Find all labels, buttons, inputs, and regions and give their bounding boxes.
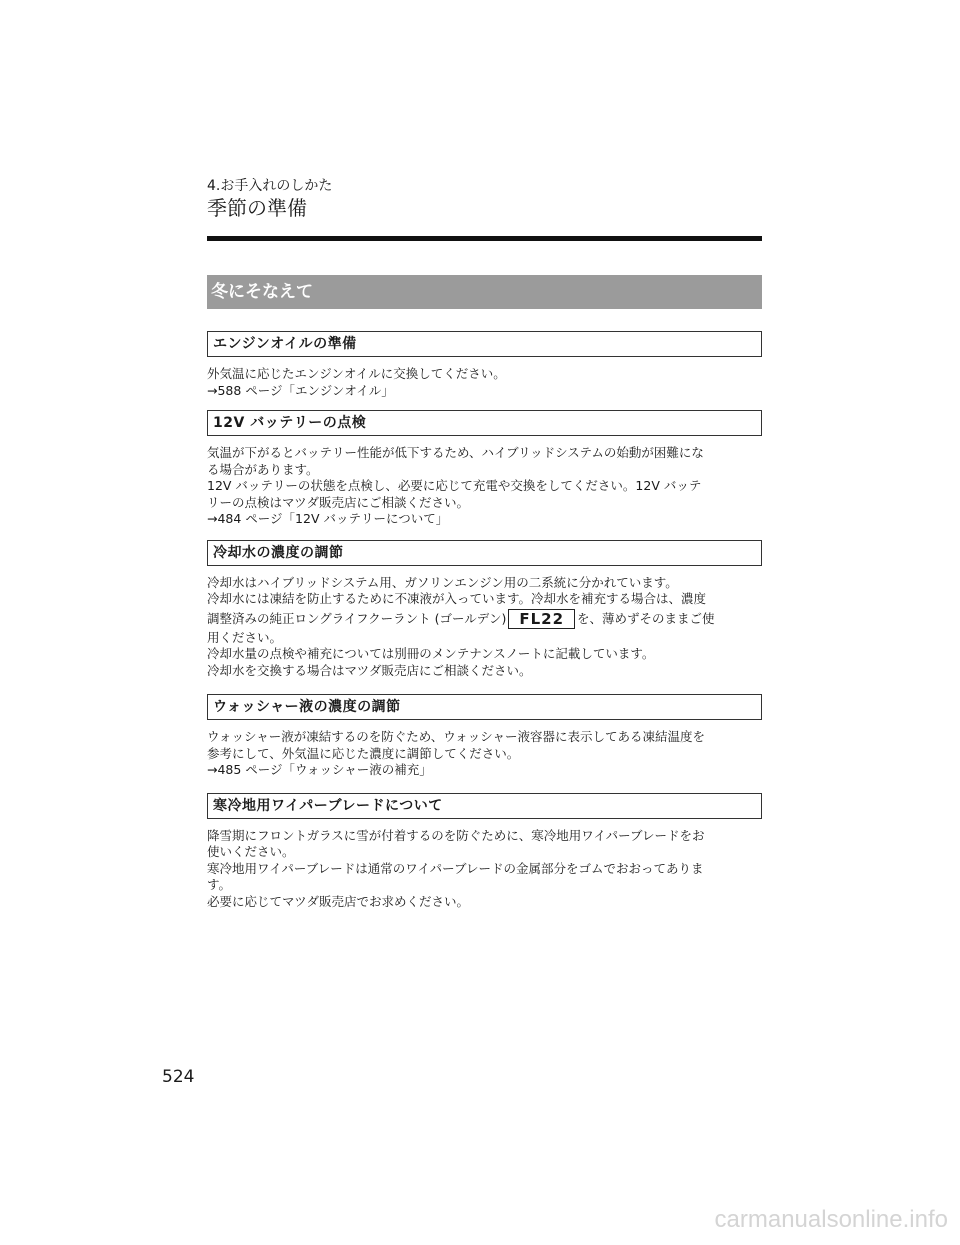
- section-banner: 冬にそなえて: [207, 275, 762, 309]
- title-rule: [207, 236, 762, 241]
- engine-oil-body: [207, 366, 762, 399]
- page-reference-link[interactable]: →588 ページ「エンジンオイル」: [207, 382, 394, 398]
- subheading-engine-oil: エンジンオイルの準備: [207, 331, 762, 357]
- subheading-washer: ウォッシャー液の濃度の調節: [207, 694, 762, 720]
- text-line: 冷却水を交換する場合はマツダ販売店にご相談ください。: [207, 662, 532, 678]
- text-line: 使いください。: [207, 844, 295, 859]
- coolant-body: [207, 575, 762, 680]
- text-line: 冷却水には凍結を防止するために不凍液が入っています。冷却水を補充する場合は、濃度: [207, 591, 707, 606]
- chapter-label: 4.お手入れのしかた: [207, 178, 333, 194]
- coolant-code-badge: FL22: [508, 609, 575, 629]
- text-line: 用ください。: [207, 629, 283, 645]
- page-reference-link[interactable]: →485 ページ「ウォッシャー液の補充」: [207, 762, 432, 777]
- page-reference-link[interactable]: →484 ページ「12V バッテリーについて」: [207, 511, 449, 526]
- page-title: 季節の準備: [207, 196, 307, 220]
- text-fragment: を、薄めずそのままご使: [577, 610, 715, 626]
- battery-body: [207, 445, 762, 528]
- text-line-with-badge: [207, 608, 762, 630]
- text-line: 降雪期にフロントガラスに雪が付着するのを防ぐために、寒冷地用ワイパーブレードをお: [207, 827, 705, 843]
- text-line: 外気温に応じたエンジンオイルに交換してください。: [207, 366, 506, 381]
- watermark: carmanualsonline.info: [714, 1206, 948, 1233]
- text-line: リーの点検はマツダ販売店にご相談ください。: [207, 494, 470, 510]
- text-line: ウォッシャー液が凍結するのを防ぐため、ウォッシャー液容器に表示してある凍結温度を: [207, 729, 706, 744]
- text-line: 冷却水はハイブリッドシステム用、ガソリンエンジン用の二系統に分かれています。: [207, 574, 678, 590]
- text-line: 冷却水量の点検や補充については別冊のメンテナンスノートに記載しています。: [207, 646, 655, 661]
- subheading-battery: 12V バッテリーの点検: [207, 410, 762, 436]
- text-line: 必要に応じてマツダ販売店でお求めください。: [207, 893, 470, 909]
- page-content: [207, 178, 762, 910]
- text-line: 12V バッテリーの状態を点検し、必要に応じて充電や交換をしてください。12V バッテ: [207, 478, 702, 493]
- page-number: 524: [162, 1067, 195, 1087]
- text-fragment: 調整済みの純正ロングライフクーラント (ゴールデン): [207, 610, 507, 626]
- subheading-coolant: 冷却水の濃度の調節: [207, 540, 762, 566]
- text-line: 寒冷地用ワイパーブレードは通常のワイパーブレードの金属部分をゴムでおおってありま: [207, 860, 704, 876]
- subheading-wiper: 寒冷地用ワイパーブレードについて: [207, 793, 762, 819]
- text-line: 参考にして、外気温に応じた濃度に調節してください。: [207, 745, 520, 761]
- text-line: 気温が下がるとバッテリー性能が低下するため、ハイブリッドシステムの始動が困難にな: [207, 445, 704, 460]
- text-line: る場合があります。: [207, 461, 319, 477]
- wiper-body: [207, 828, 762, 911]
- washer-body: [207, 729, 762, 779]
- text-line: す。: [207, 877, 232, 892]
